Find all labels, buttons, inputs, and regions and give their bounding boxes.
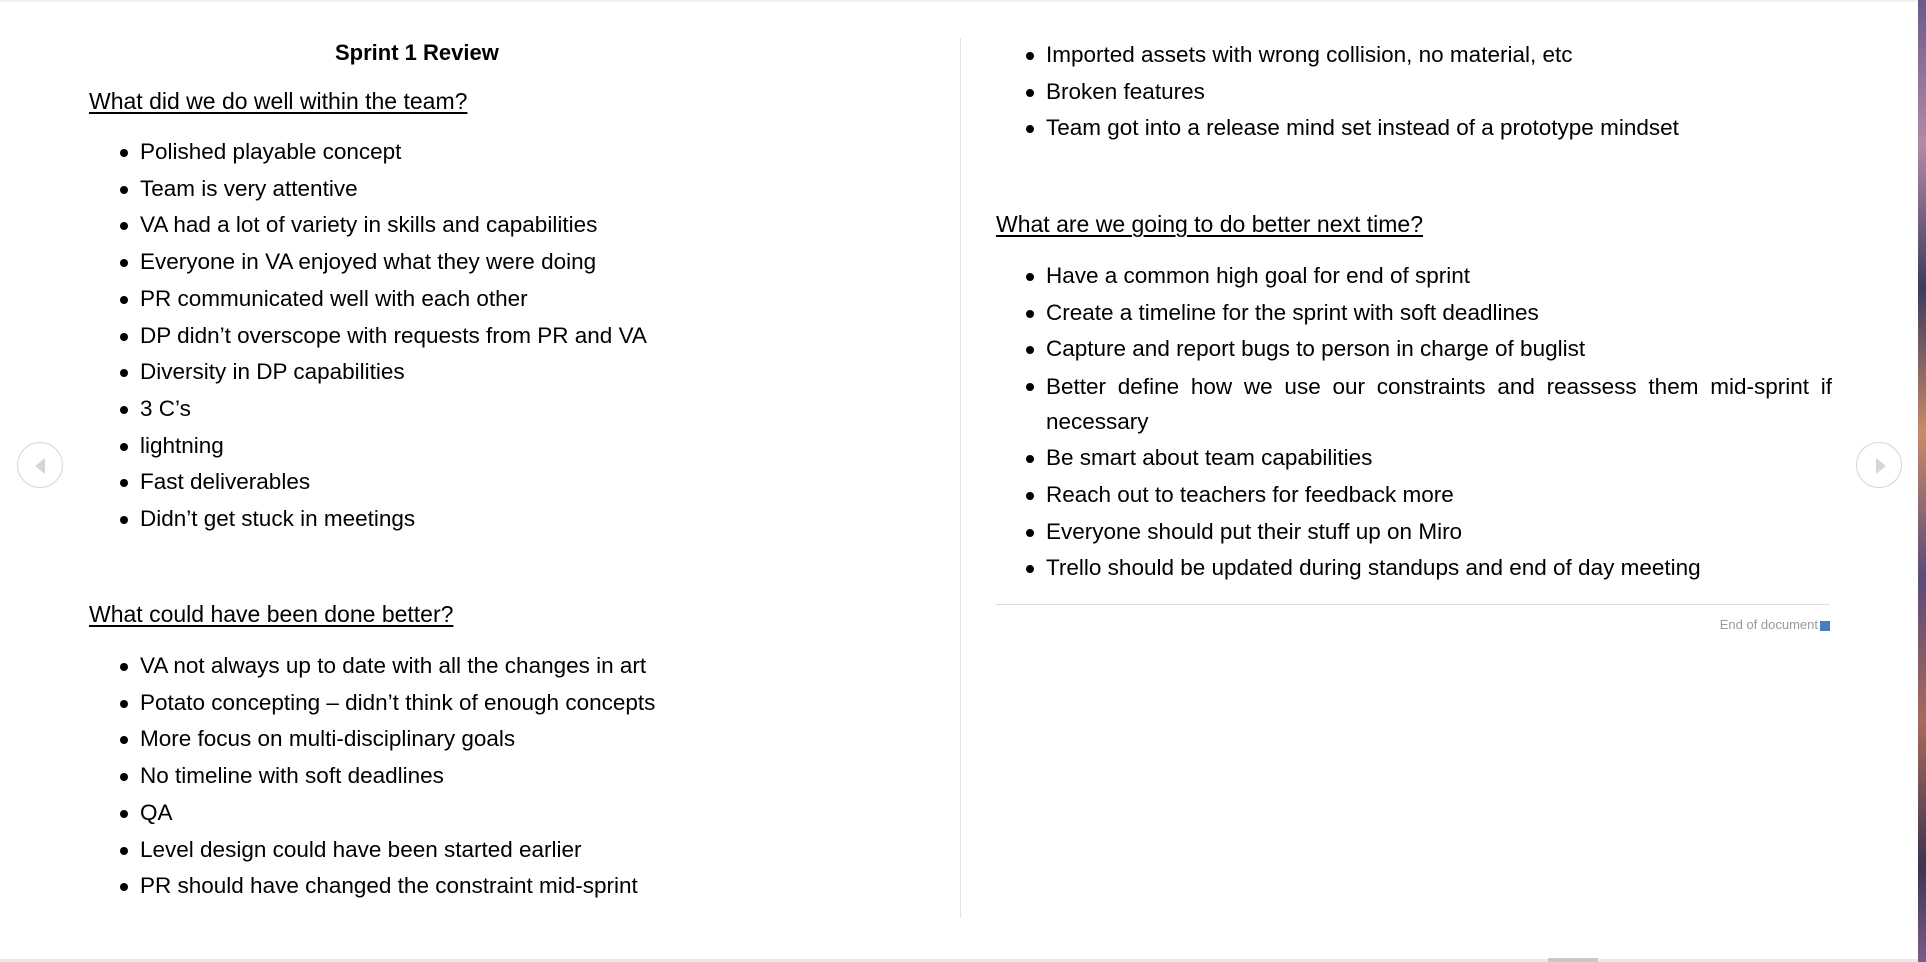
list-could-be-better <box>120 648 655 905</box>
list-item: 3 C’s <box>120 391 647 428</box>
list-item: Everyone should put their stuff up on Miro <box>1026 514 1832 551</box>
list-item: Fast deliverables <box>120 464 647 501</box>
list-item: PR should have changed the constraint mid-sprint <box>120 868 655 905</box>
document-title: Sprint 1 Review <box>335 40 499 65</box>
list-item: Broken features <box>1026 74 1679 111</box>
list-could-be-better-continued <box>1026 37 1679 147</box>
list-item: Polished playable concept <box>120 134 647 171</box>
list-item: Reach out to teachers for feedback more <box>1026 477 1832 514</box>
list-item: Create a timeline for the sprint with soft deadlines <box>1026 295 1832 332</box>
end-of-document-label: End of document <box>1719 617 1818 632</box>
list-item: No timeline with soft deadlines <box>120 758 655 795</box>
previous-page-button[interactable] <box>17 442 63 488</box>
list-went-well <box>120 134 647 538</box>
list-do-better-next <box>1026 258 1832 587</box>
desktop-background-strip <box>1918 0 1926 962</box>
list-item: Potato concepting – didn’t think of enough concepts <box>120 685 655 722</box>
end-of-document-marker <box>1820 621 1830 631</box>
section-heading-could-be-better: What could have been done better? <box>89 601 454 627</box>
scroll-indicator[interactable] <box>1548 958 1598 962</box>
list-item: Imported assets with wrong collision, no material, etc <box>1026 37 1679 74</box>
list-item: VA not always up to date with all the changes in art <box>120 648 655 685</box>
list-item: Everyone in VA enjoyed what they were doing <box>120 244 647 281</box>
list-item: lightning <box>120 428 647 465</box>
list-item: Have a common high goal for end of sprint <box>1026 258 1832 295</box>
list-item: Diversity in DP capabilities <box>120 354 647 391</box>
list-item: Better define how we use our constraints and reassess them mid-sprint if necessary <box>1026 368 1832 440</box>
list-item: Didn’t get stuck in meetings <box>120 501 647 538</box>
chevron-left-icon <box>18 443 64 489</box>
list-item: Level design could have been started earlier <box>120 832 655 869</box>
list-item: Team is very attentive <box>120 171 647 208</box>
section-heading-do-better-next: What are we going to do better next time? <box>996 211 1424 237</box>
list-item: Trello should be updated during standups and end of day meeting <box>1026 550 1832 587</box>
list-item: More focus on multi-disciplinary goals <box>120 721 655 758</box>
list-item: DP didn’t overscope with requests from PR and VA <box>120 318 647 355</box>
section-heading-went-well: What did we do well within the team? <box>89 88 468 114</box>
list-item: PR communicated well with each other <box>120 281 647 318</box>
chevron-right-icon <box>1857 443 1903 489</box>
list-item: Be smart about team capabilities <box>1026 440 1832 477</box>
end-of-document-rule <box>996 604 1830 605</box>
list-item: Capture and report bugs to person in charge of buglist <box>1026 331 1832 368</box>
column-divider <box>960 38 961 918</box>
list-item: QA <box>120 795 655 832</box>
list-item: Team got into a release mind set instead of a prototype mindset <box>1026 110 1679 147</box>
list-item: VA had a lot of variety in skills and capabilities <box>120 207 647 244</box>
next-page-button[interactable] <box>1856 442 1902 488</box>
